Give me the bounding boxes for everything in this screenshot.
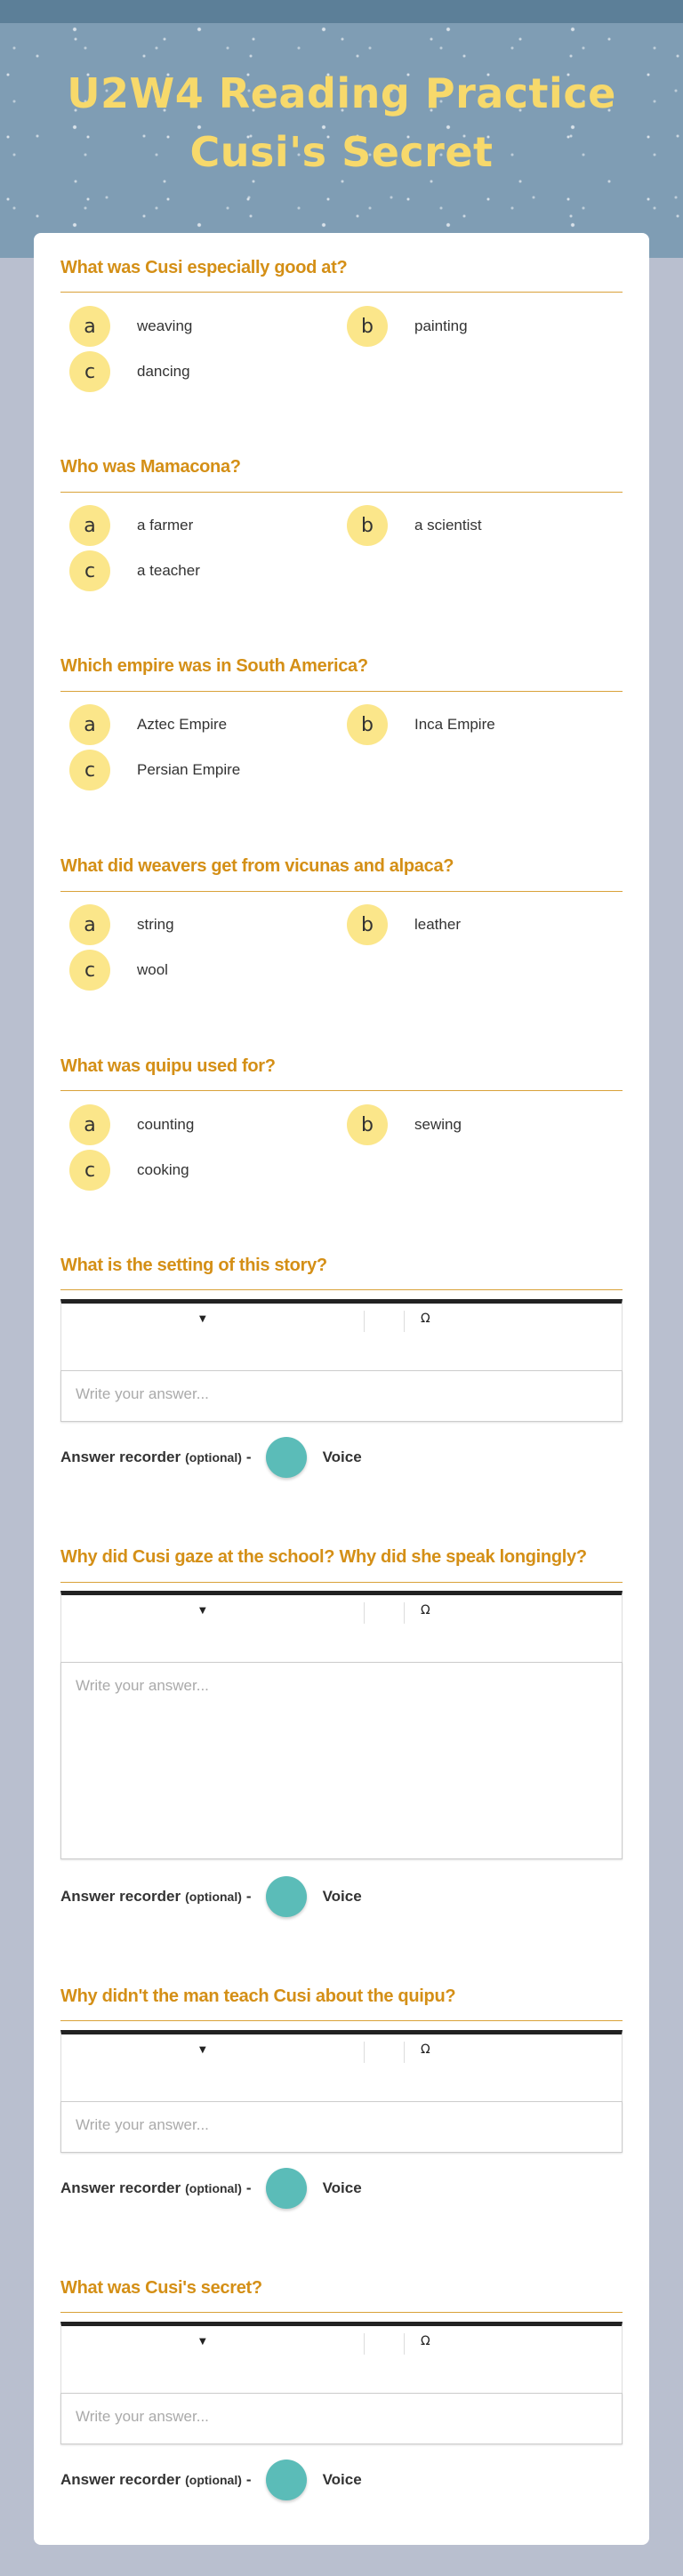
recorder-voice-label: Voice (322, 2471, 362, 2488)
option-letter: a (69, 505, 110, 546)
option-label: Inca Empire (414, 716, 495, 733)
answer-recorder (60, 2460, 362, 2500)
option-letter: c (69, 750, 110, 790)
option-letter: b (347, 306, 388, 347)
question-divider (60, 2020, 623, 2021)
option-a[interactable] (69, 704, 227, 745)
option-c[interactable] (69, 750, 240, 790)
toolbar-separator (404, 2042, 405, 2063)
page-title: U2W4 Reading Practice Cusi's Secret (67, 69, 616, 176)
option-label: weaving (137, 317, 193, 334)
option-letter: a (69, 1104, 110, 1145)
option-letter: b (347, 704, 388, 745)
special-character-icon[interactable]: Ω (421, 1603, 430, 1617)
option-a[interactable] (69, 1104, 194, 1145)
question-divider (60, 292, 623, 293)
question-title: What did weavers get from vicunas and alpaca? (60, 856, 454, 876)
option-label: painting (414, 317, 468, 334)
toolbar-separator (404, 2333, 405, 2355)
recorder-voice-label: Voice (322, 2179, 362, 2196)
question-divider (60, 1582, 623, 1583)
option-label: a scientist (414, 517, 482, 534)
question-title: What was quipu used for? (60, 1056, 276, 1076)
caret-down-icon[interactable]: ▼ (199, 2337, 206, 2347)
question-title: Which empire was in South America? (60, 656, 368, 676)
question-title: What was Cusi's secret? (60, 2278, 262, 2298)
option-letter: a (69, 704, 110, 745)
option-label: wool (137, 961, 168, 978)
record-button[interactable] (266, 1876, 307, 1917)
record-button[interactable] (266, 2168, 307, 2209)
answer-placeholder: Write your answer... (76, 1385, 209, 1402)
question-divider (60, 1289, 623, 1290)
answer-input[interactable] (60, 2101, 623, 2153)
editor-toolbar (60, 2030, 623, 2101)
answer-placeholder: Write your answer... (76, 2408, 209, 2425)
question-divider (60, 2312, 623, 2313)
question-divider (60, 891, 623, 892)
option-c[interactable] (69, 1150, 189, 1191)
header-banner (0, 0, 683, 258)
header-band (0, 0, 683, 23)
option-label: a teacher (137, 562, 200, 579)
editor-toolbar (60, 2322, 623, 2393)
question-title: Why did Cusi gaze at the school? Why did she speak longingly? (60, 1547, 587, 1567)
special-character-icon[interactable]: Ω (421, 1312, 430, 1326)
recorder-label: Answer recorder (60, 2179, 181, 2196)
toolbar-separator (404, 1311, 405, 1332)
option-b[interactable] (347, 306, 468, 347)
answer-recorder (60, 1437, 362, 1478)
recorder-optional: (optional) (185, 2181, 242, 2195)
recorder-voice-label: Voice (322, 1448, 362, 1465)
recorder-label: Answer recorder (60, 2471, 181, 2488)
caret-down-icon[interactable]: ▼ (199, 1314, 206, 1324)
option-label: cooking (137, 1161, 189, 1178)
option-label: Persian Empire (137, 761, 241, 778)
option-a[interactable] (69, 505, 193, 546)
special-character-icon[interactable]: Ω (421, 2042, 430, 2057)
answer-placeholder: Write your answer... (76, 1677, 209, 1694)
recorder-optional: (optional) (185, 1890, 242, 1904)
option-b[interactable] (347, 904, 461, 945)
editor-toolbar (60, 1299, 623, 1370)
option-label: sewing (414, 1116, 462, 1133)
answer-recorder (60, 1876, 362, 1917)
question-title: What is the setting of this story? (60, 1256, 327, 1275)
recorder-dash: - (245, 1448, 252, 1465)
recorder-optional: (optional) (185, 1450, 242, 1465)
answer-input[interactable] (60, 1370, 623, 1422)
question-divider (60, 492, 623, 493)
recorder-optional: (optional) (185, 2473, 242, 2487)
editor-toolbar (60, 1591, 623, 1662)
answer-placeholder: Write your answer... (76, 2116, 209, 2133)
option-b[interactable] (347, 505, 482, 546)
recorder-dash: - (245, 2471, 252, 2488)
record-button[interactable] (266, 2460, 307, 2500)
answer-input[interactable] (60, 2393, 623, 2444)
option-b[interactable] (347, 1104, 462, 1145)
question-title: Why didn't the man teach Cusi about the quipu? (60, 1986, 456, 2006)
record-button[interactable] (266, 1437, 307, 1478)
option-a[interactable] (69, 306, 192, 347)
recorder-label: Answer recorder (60, 1888, 181, 1905)
option-c[interactable] (69, 950, 168, 991)
recorder-dash: - (245, 1888, 252, 1905)
option-label: counting (137, 1116, 195, 1133)
toolbar-separator (364, 2042, 365, 2063)
question-title: Who was Mamacona? (60, 457, 241, 477)
question-title: What was Cusi especially good at? (60, 258, 348, 277)
option-letter: b (347, 1104, 388, 1145)
question-divider (60, 1090, 623, 1091)
option-label: a farmer (137, 517, 194, 534)
recorder-voice-label: Voice (322, 1888, 362, 1905)
option-letter: a (69, 904, 110, 945)
special-character-icon[interactable]: Ω (421, 2334, 430, 2348)
option-c[interactable] (69, 550, 200, 591)
option-letter: c (69, 351, 110, 392)
option-letter: b (347, 505, 388, 546)
option-letter: c (69, 550, 110, 591)
toolbar-separator (364, 1602, 365, 1624)
option-label: leather (414, 916, 461, 933)
caret-down-icon[interactable]: ▼ (199, 2045, 206, 2055)
option-b[interactable] (347, 704, 495, 745)
option-letter: c (69, 950, 110, 991)
option-a[interactable] (69, 904, 174, 945)
option-letter: a (69, 306, 110, 347)
option-c[interactable] (69, 351, 190, 392)
answer-recorder (60, 2168, 362, 2209)
caret-down-icon[interactable]: ▼ (199, 1606, 206, 1616)
recorder-dash: - (245, 2179, 252, 2196)
option-label: Aztec Empire (137, 716, 228, 733)
answer-input[interactable] (60, 1662, 623, 1859)
toolbar-separator (404, 1602, 405, 1624)
toolbar-separator (364, 2333, 365, 2355)
option-letter: b (347, 904, 388, 945)
option-letter: c (69, 1150, 110, 1191)
question-divider (60, 691, 623, 692)
option-label: dancing (137, 363, 190, 380)
option-label: string (137, 916, 174, 933)
toolbar-separator (364, 1311, 365, 1332)
recorder-label: Answer recorder (60, 1448, 181, 1465)
